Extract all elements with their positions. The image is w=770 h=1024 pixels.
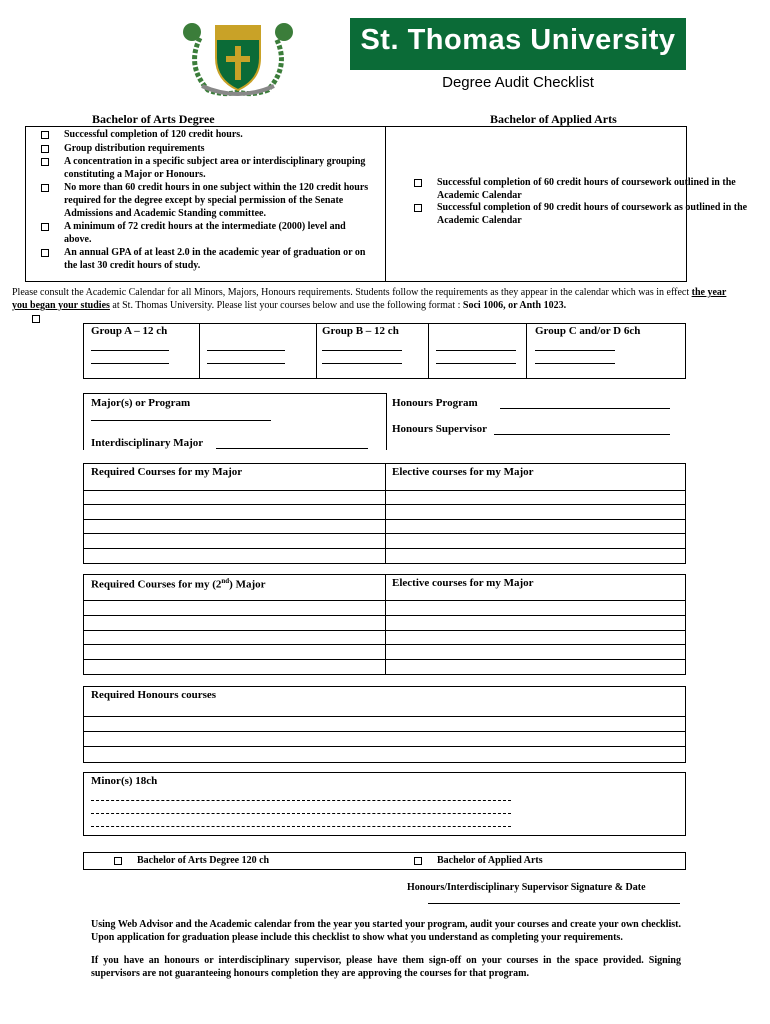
interdisciplinary-major-label: Interdisciplinary Major [91, 437, 204, 449]
second-major-table-row[interactable] [84, 600, 685, 601]
required-honours-heading: Required Honours courses [91, 689, 217, 701]
signature-label: Honours/Interdisciplinary Supervisor Signature & Date [407, 882, 646, 893]
second-major-table-row[interactable] [84, 615, 685, 616]
honours-table-row[interactable] [84, 716, 685, 717]
second-major-table-row[interactable] [84, 644, 685, 645]
ba-degree-option: Bachelor of Arts Degree 120 ch [137, 855, 270, 866]
ba-req-2-checkbox[interactable] [41, 145, 49, 153]
document-title: Degree Audit Checklist [442, 74, 594, 91]
ba-req-2: Group distribution requirements [64, 143, 205, 154]
group-cd-blank-2[interactable] [535, 363, 615, 364]
ordinal-superscript: nd [221, 577, 230, 585]
baa-req-2-checkbox[interactable] [414, 204, 422, 212]
major-program-blank[interactable] [91, 420, 271, 421]
required-major-heading: Required Courses for my Major [91, 466, 243, 478]
minors-line-1[interactable] [91, 800, 511, 801]
ba-req-3-checkbox[interactable] [41, 158, 49, 166]
baa-req-1: Successful completion of 60 credit hours of coursework outlined in the Academic Calendar [437, 177, 736, 201]
ba-req-4: No more than 60 credit hours in one subject within the 120 credit hours required for the degree except by special permission of the Senate Admissions and Academic Standing committee. [64, 182, 369, 219]
university-crest-logo [178, 18, 298, 98]
ba-req-6-checkbox[interactable] [41, 249, 49, 257]
ba-column-heading: Bachelor of Arts Degree [92, 112, 215, 126]
group-divider-2 [316, 323, 317, 379]
instructions-part-2: at St. Thomas University. Please list your courses below and use the following format : [109, 300, 463, 311]
footer-paragraph-2: If you have an honours or interdisciplinary supervisor, please have them sign-off on your courses in the space provided. Signing supervisors are not guaranteeing honours completion they are approving the courses for that program. [91, 955, 681, 979]
instructions-checkbox[interactable] [32, 315, 40, 323]
group-cd-label: Group C and/or D 6ch [535, 325, 641, 337]
baa-degree-checkbox[interactable] [414, 857, 422, 865]
major-table-row[interactable] [84, 504, 685, 505]
group-b-label: Group B – 12 ch [322, 325, 399, 337]
honours-program-label: Honours Program [392, 397, 478, 409]
ba-req-5: A minimum of 72 credit hours at the intermediate (2000) level and above. [64, 221, 346, 245]
group-b-blank-3[interactable] [436, 350, 516, 351]
major-program-label: Major(s) or Program [91, 397, 191, 409]
group-a-label: Group A – 12 ch [91, 325, 168, 337]
minors-heading: Minor(s) 18ch [91, 775, 158, 787]
required-second-major-text: Required Courses for my (2 [91, 578, 222, 591]
ba-req-5-checkbox[interactable] [41, 223, 49, 231]
baa-req-2: Successful completion of 90 credit hours of coursework as outlined in the Academic Calendar [437, 202, 748, 226]
footer-paragraph-1: Using Web Advisor and the Academic calendar from the year you started your program, audit your courses and create your own checklist. Upon application for graduation please include this checklist to show what you understand as completing your requirements. [91, 919, 681, 943]
group-a-blank-2[interactable] [91, 363, 169, 364]
major-table-row[interactable] [84, 533, 685, 534]
group-divider-1 [199, 323, 200, 379]
group-b-blank-4[interactable] [436, 363, 516, 364]
instructions-emphasis: the year you began your studies [12, 287, 727, 311]
ba-degree-checkbox[interactable] [114, 857, 122, 865]
ba-req-1: Successful completion of 120 credit hours. [64, 129, 243, 140]
group-b-blank-1[interactable] [322, 350, 402, 351]
major-table-row[interactable] [84, 548, 685, 549]
major-table-row[interactable] [84, 490, 685, 491]
group-cd-blank-1[interactable] [535, 350, 615, 351]
honours-supervisor-label: Honours Supervisor [392, 423, 488, 435]
group-a-blank-4[interactable] [207, 363, 285, 364]
instructions-text [12, 286, 742, 312]
required-second-major-heading [91, 577, 266, 591]
baa-degree-option: Bachelor of Applied Arts [437, 855, 543, 866]
instructions-format: Soci 1006, or Anth 1023. [462, 300, 567, 311]
group-b-blank-2[interactable] [322, 363, 402, 364]
ba-req-1-checkbox[interactable] [41, 131, 49, 139]
university-name: St. Thomas University [360, 24, 676, 56]
minors-line-3[interactable] [91, 826, 511, 827]
ba-req-4-checkbox[interactable] [41, 184, 49, 192]
ba-req-3: A concentration in a specific subject area or interdisciplinary grouping constituting a Major or Honours. [64, 156, 366, 180]
required-second-major-text-end: ) Major [229, 578, 266, 591]
elective-major-heading: Elective courses for my Major [392, 466, 534, 478]
ba-req-6: An annual GPA of at least 2.0 in the academic year of graduation or on the last 30 credit hours of study. [64, 247, 366, 271]
major-table-row[interactable] [84, 519, 685, 520]
instructions-part-1: Please consult the Academic Calendar for all Minors, Majors, Honours requirements. Students follow the requirements as they appear in the calendar which was in effect [12, 287, 692, 298]
minors-line-2[interactable] [91, 813, 511, 814]
group-a-blank-3[interactable] [207, 350, 285, 351]
honours-table-row[interactable] [84, 731, 685, 732]
group-divider-3 [428, 323, 429, 379]
elective-second-major-heading: Elective courses for my Major [392, 577, 534, 589]
honours-table-row[interactable] [84, 746, 685, 747]
baa-req-1-checkbox[interactable] [414, 179, 422, 187]
signature-line[interactable] [428, 903, 680, 904]
second-major-table-row[interactable] [84, 630, 685, 631]
group-divider-4 [526, 323, 527, 379]
requirements-divider [385, 126, 386, 282]
interdisciplinary-major-blank[interactable] [216, 448, 368, 449]
group-a-blank-1[interactable] [91, 350, 169, 351]
baa-column-heading: Bachelor of Applied Arts [490, 112, 617, 126]
honours-supervisor-blank[interactable] [494, 434, 670, 435]
second-major-table-row[interactable] [84, 659, 685, 660]
honours-program-blank[interactable] [500, 408, 670, 409]
